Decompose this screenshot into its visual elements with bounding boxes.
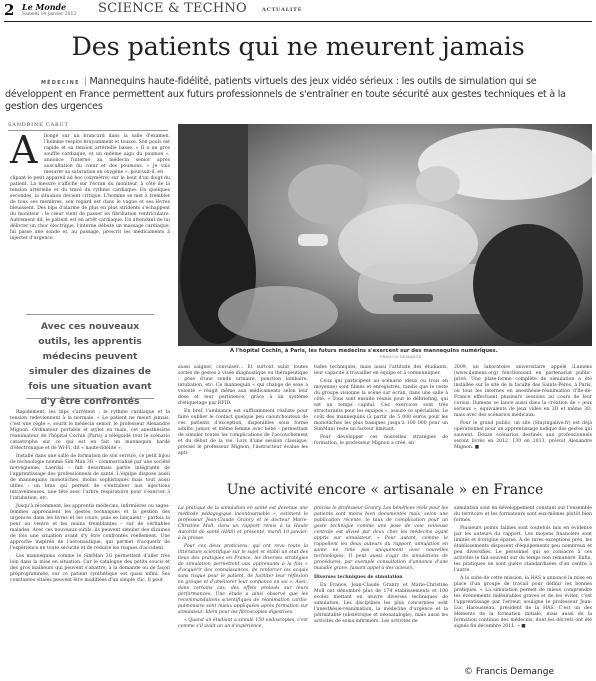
article-headline: Des patients qui ne meurent jamais: [71, 32, 525, 62]
paragraph: précise le professeur Granry. Les bénéfices réels pour les patients sont moins bien documentés mais, selon une publication récente, le taux de complication pour un geste technique comme une pose de voie veineuse centrale est divisé par deux chez les médecins ayant appris sur simulateur. » Pour autant, comme le rappellent les deux auteurs du rapport, simulation en santé ne rime pas uniquement avec nouvelles technologies. Il peut aussi s'agir de simulations de procédures, par exemple consultation d'annonce d'une maladie grave, faisant appel à des acteurs.: [314, 506, 448, 571]
section-rubric: ACTUALITÉ: [262, 7, 303, 13]
paragraph: Pour le grand public, un site (Stayingalive.fr) est déjà opérationnel pour un apprentissage ludique des gestes qui sauvent. Douze scénarios destinés aux professionnels seront livrés en 2012, 130 en 2013, prévoit Alexandre Mignon. ■: [454, 421, 592, 450]
article-col3: [314, 365, 448, 463]
standfirst-text: Mannequins haute-fidélité, patients virtuels des jeux vidéo sérieux : les outils de simulation qui se développent en France permettent aux futurs professionnels de s'entraîner en toute sécurité aux gestes techniques et à la gestion des urgences: [5, 76, 566, 112]
paragraph: Plusieurs points faibles sont toutefois mis en évidence par les auteurs du rapport. Les moyens financiers sont limités et d'origine éparse. A de rares exceptions près, les établissements disposent d'équipements peu nombreux et peu diversifiés. Le personnel qui se consacre à ces activités le fait souvent sur du temps non rémunéré. Enfin, les pratiques ne sont guère standardisées d'un centre à l'autre.: [454, 526, 592, 573]
pullquote-top-rule: [26, 314, 154, 315]
photo-credit: FRANCIS DEMANGE: [380, 355, 422, 359]
article-col2: [178, 365, 308, 463]
sidebar-article-col2: [314, 506, 448, 674]
article-standfirst: MÉDECINE | Mannequins haute-fidélité, patients virtuels des jeux vidéo sérieux : les outils de simulation qui se développent en France permettent aux futurs professionnels de s'entraîner en toute sécurité aux gestes techniques et à la gestion des urgences: [5, 76, 566, 112]
paragraph: llongé sur un brancard dans la salle d'examen, l'homme respire bruyamment et tousse. Son pouls est rapide et sa tension artérielle basse. « Il a un gros souffle cardiaque, et un œdème aigu du poumon », annonce l'interne au médecin senior après auscultation du cœur et des poumons. « Je vais mesurer sa saturation en oxygène », poursuit-il, en: [44, 134, 170, 175]
photo-illustration: [178, 124, 592, 346]
paragraph: tudes techniques, mais aussi l'attitude des étudiants, leur capacité à travailler en équipe et à communiquer.: [314, 365, 448, 376]
paragraph: Pour ces deux praticiens, qui ont revu toute la littérature scientifique sur le sujet et établi un état des lieux des pratiques en France, les diverses stratégies de simulation permettent aux apprenants à la fois « d'acquérir des connaissances, de renforcer les acquis sans risque pour le patient, de faciliter leur réflexion en groupe et d'améliorer leur confiance en soi ». Avec, dans certains cas, des effets prouvés sur leurs performances. Une étude a ainsi observé que les recommandations scientifiques de réanimation cardio-pulmonaire sont mieux appliquées après formation sur simulateur. Idem pour les fibroscopies digestives.: [178, 544, 308, 615]
paragraph: Rapidement, les bips s'arrêtent ; le rythme cardiaque et la tension redeviennent à la normale. « Le patient ne meurt jamais, c'est une règle », sourit le médecin senior, le professeur Alexandre Mignon. Ordinateur portable et stylet en main, cet anesthésiste réanimateur de l'hôpital Cochin (Paris) a téléguidé tout le scénario catastrophe sur ce qui est en fait un mannequin bardé d'électronique et de Wi-Fi, dit « haute-fidélité ».: [10, 410, 170, 451]
article-col1-top-cont: [10, 176, 170, 301]
paragraph: 2009, un laboratoire universitaire appelé iLumens (www.ilumens.org) fonctionnant en partenariat public-privé. Une plate-forme complète de simulation a été installée sur le site de la faculté des Saints-Pères, à Paris, où tous les internes en anesthésie-réanimation d'Ile-de-France effectuent plusieurs sessions au cours de leur cursus. Ilumens se lance aussi dans la création de « jeux sérieux », équivalents de jeux vidéo en 3D et même 3D, mais avec des scénarios médicaux.: [454, 365, 592, 418]
paragraph: « Quand un étudiant a simulé 150 endoscopies, c'est comme s'il avait un an d'expérience,: [178, 618, 308, 629]
sidebar-article-headline: Une activité encore « artisanale » en France: [226, 482, 544, 498]
paragraph: aussi saigner, convulser… Et surtout subir toutes sortes de gestes à visée diagnostique ou thérapeutique : pose d'une sonde urinaire, ponction lombaire, intubation, etc. Ce mannequin « qui change de sexe à volonté » réagit même aux médicaments selon leur dose et leur pertinence, grâce à un système d'étiquetage par RFID.: [178, 365, 308, 406]
article-author: SANDRINE CABUT: [8, 122, 69, 128]
drop-cap: A: [10, 128, 38, 172]
section-title: SCIENCE & TECHNO: [98, 1, 247, 16]
paragraph: Jusqu'à récemment, les apprentis médecins, infirmières ou sages-femmes apprenaient les gestes techniques et la gestion des urgences dans les livres et les cours, puis se lançaient – parfois la peur au ventre et les mains tremblantes – sur de véritables malades. Avec ces nouveaux outils, ils peuvent simuler des dizaines de fois une situation avant d'y être confrontés réellement. Une approche inspirée de l'aéronautique, qui permet d'acquérir de l'expérience en toute sécurité et de réduire les risques d'accident.: [10, 504, 170, 551]
article-col4: [454, 365, 592, 463]
sidebar-article-col1: [178, 506, 308, 674]
subheading: Diverses techniques de simulation: [314, 575, 403, 580]
paragraph: En bref, l'ambiance est suffisamment réaliste pour faire oublier le contact quelque peu caoutchouteux de ces patients d'exception, disponibles sous forme adulte, junior, et même femme avec bébé – permettant de simuler toutes les complications de l'accouchement et du début de la vie. Lors d'une session classique, précise le professeur Mignon, l'instructeur évalue les apti-: [178, 409, 308, 456]
pull-quote: Avec ces nouveaux outils, les apprentis médecins peuvent simuler des dizaines de fois une situation avant d'y être confrontés: [28, 321, 152, 407]
newspaper-masthead: Le Monde: [22, 2, 67, 12]
pullquote-bottom-rule: [26, 398, 154, 399]
page-number: 2: [4, 1, 15, 19]
paragraph: Ceux qui participent au scénario (deux ou trois en moyenne) sont filmés et enregistrés, tandis que le reste du groupe visionne la scène sur écran, dans une salle à côté. « Tous sont ensuite réunis pour le débriefing, qui est un temps capital. Ces exercices sont très structurants pour les équipes », assure ce spécialiste. Le coût des mannequins (à partir de 5 000 euros pour les monotâches les plus basiques jusqu'à 100 000 pour un SimMan) reste un facteur limitant.: [314, 379, 448, 432]
paragraph: En France, Jean-Claude Granry et Marie-Christine Moll ont dénombré plus de 174 établissements et 100 écoles mettant en œuvre diverses techniques de simulation. Les disciplines les plus concernées sont l'anesthésie-réanimation, la médecine d'urgence et la périnatalité (obstétrique et néonatalogie), mais aussi les activités de soins infirmiers. Les activités de: [314, 583, 448, 624]
article-kicker: MÉDECINE: [41, 80, 80, 86]
paragraph: simulation sont en développement constant sur l'ensemble du territoire et les formateurs sont eux-mêmes plutôt bien formés.: [454, 506, 592, 523]
paragraph: A la suite de cette mission, la HAS a annoncé la mise en place d'un groupe de travail pour définir les bonnes pratiques. « La simulation permet de mieux comprendre les événements indésirables graves et de les éviter, c'est l'apprentissage par l'erreur, souligne le professeur Jean-Luc Harousseau, président de la HAS. C'est un des éléments de la formation initiale, mais aussi de la formation continue des médecins, dont les décrets ont été signés fin décembre 2011. » ■: [454, 576, 592, 629]
paragraph: Pour développer ces nouvelles stratégies de formation, le professeur Mignon a créé, en: [314, 435, 448, 446]
article-col1-bottom: [10, 410, 170, 583]
issue-date: Samedi 14 janvier 2012: [22, 12, 77, 17]
paragraph: Installé dans une salle de formation de son service, ce petit bijou de technologie nommé Sim Man 3G – commercialisé par une société norvégienne, Laerdal – fait désormais partie intégrante de l'apprentissage des professionnels de santé. L'équipe dispose aussi de mannequins monotâches, moins sophistiqués mais tout aussi utiles : un bras qui permet de s'entraîner aux injections intraveineuses, une tête avec l'arbre respiratoire pour s'exercer à l'intubation, etc.: [10, 454, 170, 501]
paragraph: Les mannequins comme le SimMan 3G permettent d'aller très loin dans la mise en situation. Car le catalogue des petits soucis et des gros malheurs qui peuvent s'abattre, à la demande ou de façon préprogrammée, sur ce patient synthétique est quasi infini. Ses constantes vitales peuvent être modifiées d'un simple clic. Il peut: [10, 554, 170, 583]
header-rule: [4, 21, 592, 22]
photo-watermark: © Francis Demange: [464, 667, 555, 677]
paragraph: La pratique de la simulation en santé est devenue une méthode pédagogique incontournable », estiment le professeur Jean-Claude Granry et le docteur Marie-Christine Moll, dans un rapport remis à la Haute Autorité de santé (HAS) et présenté, mardi 10 janvier, à la presse.: [178, 506, 308, 541]
sidebar-article-col3: [454, 506, 592, 666]
photo-caption: A l'hôpital Cochin, à Paris, les futurs médecins s'exercent sur des mannequins numériques.: [230, 348, 498, 354]
paragraph-continued: clipant le petit appareil ad hoc (oxymètre) sur le bout d'un doigt du patient. La mesure s'affiche sur l'écran du moniteur, à côté de la tension artérielle et du tracé du rythme cardiaque. En quelques secondes, la situation devient critique. L'homme se met à trembler de tous ses membres, son regard est dans le vague et ses lèvres bleuissent. Des bips d'alarme de plus en plus stridents s'échappent du moniteur : le cœur vient de passer en fibrillation ventriculaire. Autrement dit, le patient est en arrêt cardiaque. En attendant de lui délivrer un choc électrique, l'interne débute un massage cardiaque, lui passe une sonde et, au passage, prescrit les médicaments à injecter d'urgence.: [10, 176, 170, 241]
article-photo: [178, 124, 592, 346]
article-col1-top: [44, 134, 170, 176]
